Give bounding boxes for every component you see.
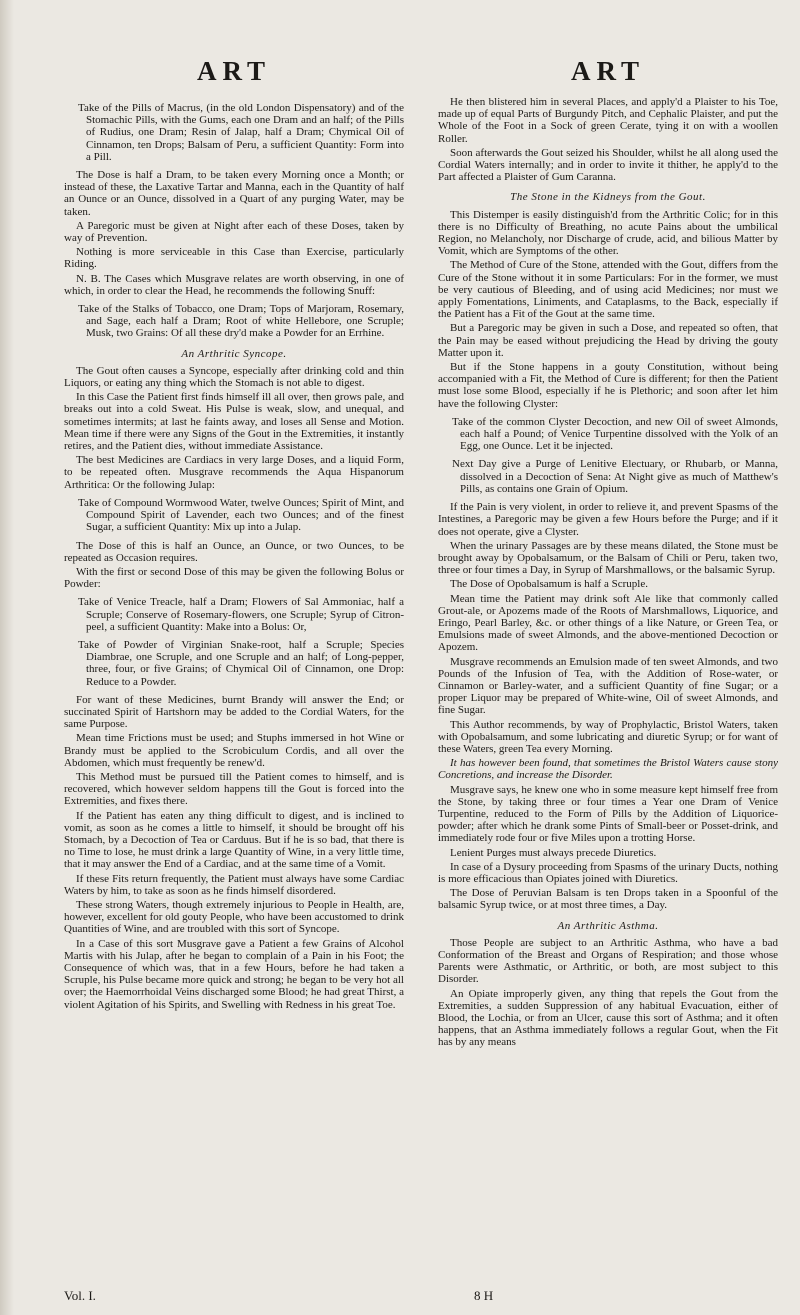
paragraph: A Paregoric must be given at Night after each of these Doses, taken by way of Prevention. [64,219,404,245]
prescription: Next Day give a Purge of Lenitive Electuary, or Rhubarb, or Manna, dissolved in a Decoction of Sena: At Night give as much of Matthew's Pills, as contains one Grain of Opium. [452,458,778,495]
prescription: Take of the Stalks of Tobacco, one Dram; Tops of Marjoram, Rosemary, and Sage, each half a Dram; Root of white Hellebore, one Scruple; Musk, two Grains: Of all these dry'd make a Powder for an Errhine. [78,303,404,340]
paragraph: Nothing is more serviceable in this Case than Exercise, particularly Riding. [64,246,404,271]
left-column [64,96,404,1051]
paragraph: Lenient Purges must always precede Diuretics. [450,846,657,859]
paragraph: When the urinary Passages are by these means dilated, the Stone must be brought away by Opobalsamum, or the Balsam of Chili or Peru, taken two, three or four times a Day, in Syrup of Marshmallows, or the balsamic Syrup. [438,539,778,577]
paragraph: For want of these Medicines, burnt Brandy will answer the End; or succinated Spirit of Hartshorn may be added to the Cordial Waters, for the same Purpose. [64,693,404,731]
text-columns [64,96,778,1051]
paragraph: Soon afterwards the Gout seized his Shoulder, whilst he all along used the Cordial Waters internally; and in order to invite it thither, he apply'd to the Part affected a Plaister of Gum Caranna. [438,146,778,184]
paragraph: Musgrave says, he knew one who in some measure kept himself free from the Stone, by taking three or four times a Year one Dram of Venice Turpentine, reduced to the Form of Pills by the Addition of Liquorice-powder; after which he drank some Pints of Small-beer or Posset-drink, and immediately rode four or five Miles upon a trotting Horse. [438,783,778,845]
paragraph: N. B. The Cases which Musgrave relates are worth observing, in one of which, in order to clear the Head, he recommends the following Snuff: [64,272,404,297]
paragraph: Mean time Frictions must be used; and Stuphs immersed in hot Wine or Brandy must be applied to the Scrobiculum Cordis, and all over the Abdomen, which must frequently be renew'd. [64,732,404,769]
prescription: Take of Compound Wormwood Water, twelve Ounces; Spirit of Mint, and Compound Spirit of Lavender, each two Ounces; and of the finest Sugar, a sufficient Quantity: Mix up into a Julap. [78,496,404,534]
right-column [438,96,778,1051]
paragraph: The best Medicines are Cardiacs in very large Doses, and a liquid Form, to be repeated often. Musgrave recommends the Aqua Hispanorum Arthritica: Or the following Julap: [64,454,404,491]
prescription: Take of the common Clyster Decoction, and new Oil of sweet Almonds, each half a Pound; of Venice Turpentine dissolved with the Yolk of an Egg, one Ounce. Let it be injected. [452,415,778,453]
prescription: Take of Venice Treacle, half a Dram; Flowers of Sal Ammoniac, half a Scruple; Conserve of Rosemary-flowers, one Scruple; Syrup of Citron-peel, a sufficient Quantity: Make into a Bolus: Or, [78,596,404,633]
section-heading: An Arthritic Syncope. [181,347,287,360]
section-heading: An Arthritic Asthma. [557,919,659,932]
page-gutter-shadow [0,0,14,1315]
paragraph: This Method must be pursued till the Patient comes to himself, and is recovered, which however seldom happens till the Gout is forced into the Extremities, and fixes there. [64,770,404,808]
paragraph: The Method of Cure of the Stone, attended with the Gout, differs from the Cure of the Stone without it in some Particulars: For in the former, we must be very cautious of Bleeding, and of using acid Medicines; nor must we apply Fomentations, Liniments, and Cataplasms, to the Back, especially if the Patient has a Fit of the Gout at the same time. [438,259,778,321]
paragraph: This Author recommends, by way of Prophylactic, Bristol Waters, taken with Opobalsamum, and some lubricating and diuretic Syrup; or for want of these Waters, green Tea every Morning. [438,718,778,755]
page-footer [64,1288,778,1304]
paragraph: It has however been found, that sometimes the Bristol Waters cause stony Concretions, and increase the Disorder. [438,757,778,782]
running-heads [64,56,778,96]
paragraph: This Distemper is easily distinguish'd from the Arthritic Colic; for in this there is no Difficulty of Breathing, no acute Pains about the umbilical Region, no Melancholy, nor Discharge of crude, acid, and bilious Matter by Vomit, which are Symptoms of the other. [438,208,778,258]
paragraph: In a Case of this sort Musgrave gave a Patient a few Grains of Alcohol Martis with his Julap, after he began to complain of a Pain in his Foot; the Consequence of which was, that in a few Hours, before he had taken a Scruple, his Pulse became more quick and strong; he began to be very hot all over; the Haemorrhoidal Veins discharged some Blood; he had great Thirst, a violent Agitation of his Spirits, and Swelling with Redness in his great Toe. [64,937,404,1011]
paragraph: Musgrave recommends an Emulsion made of ten sweet Almonds, and two Pounds of the Infusion of Tea, with the Addition of Rose-water, or Cinnamon or Barley-water, and a sufficient Quantity of fine Sugar; or a proper Liquor may be prepared of White-wine, Oil of sweet Almonds, and fine Sugar. [438,655,778,717]
paragraph: If these Fits return frequently, the Patient must always have some Cardiac Waters by him, to take as soon as he finds himself disordered. [64,872,404,897]
paragraph: In case of a Dysury proceeding from Spasms of the urinary Ducts, nothing is more efficacious than Opiates joined with Diuretics. [438,860,778,885]
paragraph: But a Paregoric may be given in such a Dose, and repeated so often, that the Pain may be eased without prejudicing the Head by driving the gouty Matter upon it. [438,322,778,359]
paragraph: In this Case the Patient first finds himself ill all over, then grows pale, and breaks out into a cold Sweat. His Pulse is weak, slow, and unequal, and sometimes intermits; at last he faints away, and loses all Sense and Motion. Mean time if there were any Signs of the Gout in the Extremities, it instantly retires, and the Patient dies, without immediate Assistance. [64,391,404,453]
paragraph: The Dose of this is half an Ounce, an Ounce, or two Ounces, to be repeated as Occasion requires. [64,539,404,564]
paragraph: An Opiate improperly given, any thing that repels the Gout from the Extremities, a sudden Suppression of any habitual Evacuation, either of Blood, the Lochia, or from an Ulcer, cause this sort of Asthma; and it often happens, that an Asthma immediately follows a regular Gout, when the Fit has by any means [438,987,778,1049]
paragraph: But if the Stone happens in a gouty Constitution, without being accompanied with a Fit, the Method of Cure is different; for then the Patient must lose some Blood, especially if he is Plethoric; and soon after let him have the following Clyster: [438,361,778,410]
paragraph: He then blistered him in several Places, and apply'd a Plaister to his Toe, made up of equal Parts of Burgundy Pitch, and Cephalic Plaister, and put the Whole of the Foot in a Sock of green Cerate, tying it on with a woollen Roller. [438,96,778,145]
running-head-left: ART [196,56,272,86]
running-head-right: ART [570,56,646,86]
signature-mark: 8 H [474,1288,494,1303]
paragraph: Mean time the Patient may drink soft Ale like that commonly called Grout-ale, or Apozems made of the Roots of Marshmallows, Liquorice, and Eringo, Pearl Barley, &c. or other things of a like Nature, or Green Tea, or Emulsions made of sweet Almonds, and the above-mentioned Decoction or Apozem. [438,592,778,654]
prescription: Take of the Pills of Macrus, (in the old London Dispensatory) and of the Stomachic Pills, with the Gums, each one Dram and an half; of the Pills of Rudius, one Dram; Resin of Jalap, half a Dram; Chymical Oil of Cinnamon, ten Drops; Balsam of Peru, a sufficient Quantity: Form into a Pill. [78,102,404,163]
paragraph: The Gout often causes a Syncope, especially after drinking cold and thin Liquors, or eating any thing which the Stomach is not able to digest. [64,364,404,390]
paragraph: The Dose of Opobalsamum is half a Scruple. [450,578,648,591]
paragraph: If the Pain is very violent, in order to relieve it, and prevent Spasms of the Intestines, a Paregoric may be given a few Hours before the Purge; and if it does not operate, give a Clyster. [438,501,778,538]
paragraph: With the first or second Dose of this may be given the following Bolus or Powder: [64,565,404,591]
paragraph: Those People are subject to an Arthritic Asthma, who have a bad Conformation of the Breast and Organs of Respiration; and those whose Parents were Asthmatic, or Arthritic, or both, are most subject to this Disorder. [438,936,778,986]
prescription: Take of Powder of Virginian Snake-root, half a Scruple; Species Diambrae, one Scruple, and one Scruple and an half; of Long-pepper, three, four, or five Grains; of Chymical Oil of Cinnamon, one Drop: Reduce to a Powder. [78,638,404,688]
volume-label: Vol. I. [64,1288,96,1303]
paragraph: The Dose is half a Dram, to be taken every Morning once a Month; or instead of these, the Laxative Tartar and Manna, each in the Quantity of half an Ounce or an Ounce, dissolved in a Quart of any purging Water, may be taken. [64,169,404,218]
paragraph: If the Patient has eaten any thing difficult to digest, and is inclined to vomit, as soon as he comes a little to himself, it should be brought off his Stomach, by a Decoction of Tea or Carduus. But if he is so bad, that there is no Time to lose, he must drink a large Quantity of Wine, in a very little time, that it may answer the End of a Cardiac, and at the same time of a Vomit. [64,809,404,871]
paragraph: These strong Waters, though extremely injurious to People in Health, are, however, excellent for old gouty People, who have been accustomed to drink Quantities of Wine, and are troubled with this sort of Syncope. [64,898,404,936]
paragraph: The Dose of Peruvian Balsam is ten Drops taken in a Spoonful of the balsamic Syrup twice, or at most three times, a Day. [438,887,778,912]
section-heading: The Stone in the Kidneys from the Gout. [510,191,706,204]
